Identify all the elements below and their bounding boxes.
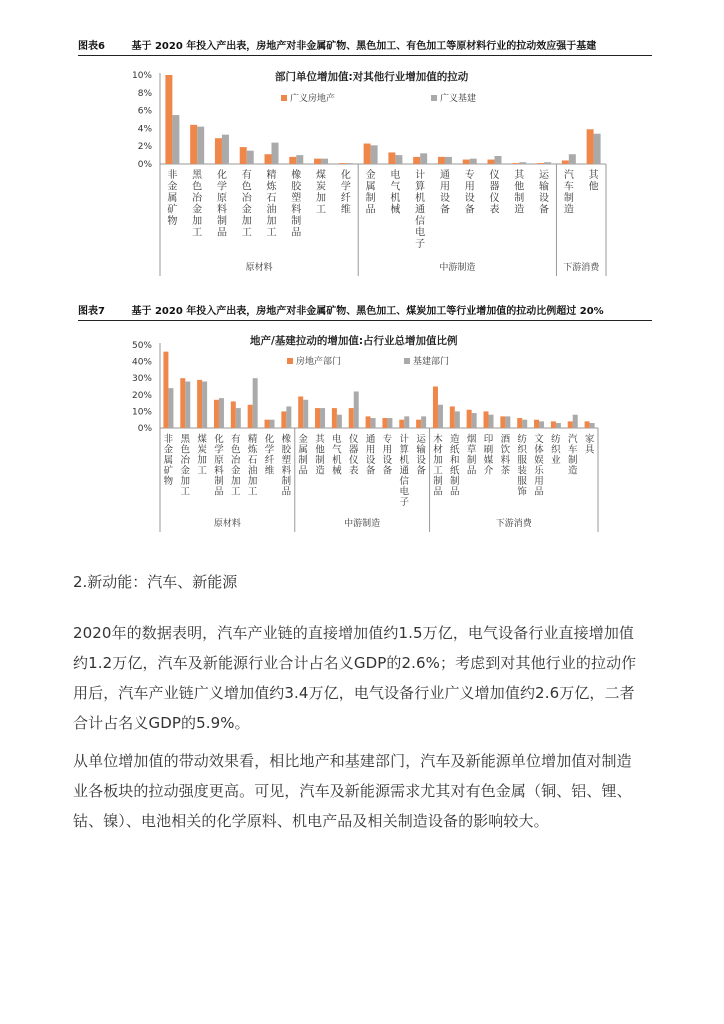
bar: [190, 125, 197, 164]
figure7-caption: 基于 2020 年投入产出表，房地产对非金属矿物、黑色加工、煤炭加工等行业增加值的拉动比例超过 20%: [131, 306, 604, 317]
x-tick-label: 仪器仪表: [489, 170, 500, 216]
paragraph-1-line: 约1.2万亿，汽车及新能源行业合计占名义GDP的2.6%；考虑到对其他行业的拉动作: [73, 654, 637, 672]
x-tick-label: 通用设备: [439, 170, 450, 216]
paragraph-2-line: 钴、镍）、电池相关的化学原料、机电产品及相关制造设备的影响较大。: [73, 812, 549, 830]
chart-title: 部门单位增加值:对其他行业增加值的拉动: [275, 71, 469, 83]
x-tick-label: 汽车制造: [563, 170, 574, 216]
group-label: 中游制造: [344, 519, 381, 529]
y-tick-label: 0%: [137, 160, 152, 170]
bar: [214, 400, 219, 428]
bar: [366, 416, 371, 428]
bar: [248, 405, 253, 428]
legend-swatch: [281, 95, 287, 101]
paragraph-1-line: 2020年的数据表明，汽车产业链的直接增加值约1.5万亿，电气设备行业直接增加值: [73, 624, 635, 642]
x-tick-label: 化学原料制品: [216, 170, 227, 239]
y-tick-label: 2%: [137, 142, 152, 153]
x-tick-label: 酒饮料茶: [500, 434, 511, 477]
x-tick-label: 运输设备: [539, 170, 550, 216]
bar: [484, 411, 489, 428]
x-tick-label: 其他: [588, 170, 599, 193]
bar: [562, 160, 569, 164]
bar: [404, 416, 409, 428]
bar: [539, 421, 544, 428]
figure6-header: [78, 37, 652, 56]
x-tick-label: 其他制造: [514, 170, 525, 216]
figure6-chart-svg: [0, 62, 724, 282]
bar: [488, 160, 495, 164]
bar: [387, 418, 392, 428]
bar: [463, 160, 470, 164]
group-label: 原材料: [245, 263, 273, 273]
bar: [420, 153, 427, 164]
bar: [339, 163, 346, 164]
bar: [289, 157, 296, 164]
bar: [197, 127, 204, 164]
legend-label: 房地产部门: [296, 357, 342, 367]
bar: [551, 421, 556, 428]
bar: [349, 408, 354, 428]
x-tick-label: 木材加工制品: [433, 434, 443, 498]
bar: [236, 408, 241, 428]
bar: [495, 156, 502, 164]
y-tick-label: 4%: [137, 124, 152, 135]
bar: [445, 157, 452, 164]
x-tick-label: 金属制品: [298, 434, 308, 477]
bar: [388, 152, 395, 164]
y-tick-label: 50%: [131, 341, 152, 351]
group-label: 下游消费: [563, 263, 600, 273]
bar: [272, 143, 279, 164]
figure6-chart: [0, 62, 724, 286]
x-tick-label: 电气机械: [332, 434, 342, 477]
paragraph-1-line: 用后，汽车产业链广义增加值约3.4万亿，电气设备行业广义增加值约2.6万亿，二者: [73, 684, 635, 702]
bar: [371, 145, 378, 164]
bar: [382, 418, 387, 428]
y-tick-label: 40%: [131, 357, 152, 368]
x-tick-label: 橡胶塑料制品: [281, 434, 292, 498]
bar: [450, 406, 455, 428]
bar: [321, 159, 328, 164]
figure6-label: 图表6: [78, 41, 105, 52]
legend-swatch: [287, 358, 293, 364]
bar: [364, 144, 371, 164]
bar: [587, 129, 594, 164]
bar: [395, 155, 402, 164]
bar: [354, 391, 359, 428]
y-tick-label: 8%: [137, 88, 152, 99]
bar: [522, 420, 527, 428]
bar: [215, 138, 222, 164]
x-tick-label: 橡胶塑料制品: [291, 170, 302, 239]
x-tick-label: 烟草制品: [466, 434, 477, 477]
bar: [315, 408, 320, 428]
bar: [219, 398, 224, 428]
bar: [197, 380, 202, 428]
figure7-label: 图表7: [78, 306, 105, 317]
x-tick-label: 非金属矿物: [163, 434, 174, 487]
bar: [537, 163, 544, 164]
bar: [472, 413, 477, 428]
bar: [240, 147, 247, 164]
bar: [202, 382, 207, 428]
bar: [512, 163, 519, 164]
bar: [371, 418, 376, 428]
bar: [281, 411, 286, 428]
figure7-chart: [0, 328, 724, 542]
y-tick-label: 10%: [131, 71, 152, 81]
bar: [332, 408, 337, 428]
legend-label: 广义基建: [440, 94, 477, 104]
bar: [346, 163, 353, 164]
figure6-caption: 基于 2020 年投入产出表，房地产对非金属矿物、黑色加工、有色加工等原材料行业的拉动效应强于基建: [131, 41, 597, 52]
bar: [421, 416, 426, 428]
bar: [534, 420, 539, 428]
bar: [438, 157, 445, 164]
x-tick-label: 计算机通信电子: [415, 170, 426, 250]
bar: [470, 159, 477, 164]
bar: [163, 352, 168, 428]
bar: [500, 416, 505, 428]
y-tick-label: 10%: [131, 407, 152, 418]
x-tick-label: 化学原料制品: [214, 434, 224, 498]
bar: [265, 420, 270, 428]
bar: [544, 162, 551, 164]
bar: [247, 151, 254, 164]
paragraph-1: [73, 618, 663, 738]
legend-label: 基建部门: [413, 357, 450, 367]
paragraph-2-line: 从单位增加值的带动效果看，相比地产和基建部门，汽车及新能源单位增加值对制造: [73, 752, 632, 770]
bar: [296, 155, 303, 164]
bar: [337, 415, 342, 428]
bar: [569, 154, 576, 164]
bar: [455, 411, 460, 428]
x-tick-label: 计算机通信电子: [399, 434, 410, 508]
y-tick-label: 30%: [131, 374, 152, 385]
bar: [590, 423, 595, 428]
group-label: 中游制造: [439, 263, 476, 273]
y-tick-label: 20%: [131, 390, 152, 401]
x-tick-label: 专用设备: [464, 170, 475, 216]
x-tick-label: 通用设备: [365, 434, 376, 477]
x-tick-label: 造纸和纸制品: [450, 434, 460, 498]
x-tick-label: 专用设备: [382, 434, 393, 477]
bar: [399, 420, 404, 428]
bar: [253, 378, 258, 428]
bar: [519, 162, 526, 164]
x-tick-label: 其他制造: [315, 434, 325, 477]
paragraph-2-line: 业各板块的拉动强度更高。可见，汽车及新能源需求尤其对有色金属（铜、铝、锂、: [73, 782, 632, 800]
bar: [172, 115, 179, 164]
x-tick-label: 家具: [584, 434, 595, 456]
x-tick-label: 电气机械: [390, 170, 401, 216]
x-tick-label: 煤炭加工: [316, 170, 327, 216]
bar: [568, 421, 573, 428]
x-tick-label: 黑色冶金加工: [192, 170, 203, 239]
bar: [185, 382, 190, 428]
y-tick-label: 6%: [137, 106, 152, 117]
x-tick-label: 纺织业: [551, 434, 561, 466]
legend-swatch: [404, 358, 410, 364]
x-tick-label: 运输设备: [416, 434, 426, 477]
x-tick-label: 有色冶金加工: [241, 170, 252, 239]
x-tick-label: 仪器仪表: [348, 434, 359, 477]
x-tick-label: 汽车制造: [567, 434, 578, 477]
chart-title: 地产/基建拉动的增加值:占行业总增加值比例: [250, 335, 458, 347]
y-tick-label: 0%: [137, 424, 152, 434]
x-tick-label: 非金属矿物: [167, 170, 178, 227]
bar: [505, 416, 510, 428]
bar: [168, 388, 173, 428]
bar: [594, 134, 601, 164]
bar: [165, 75, 172, 164]
bar: [517, 418, 522, 428]
figure7-header: [78, 302, 652, 321]
x-tick-label: 纺织服装服饰: [517, 434, 527, 498]
bar: [286, 406, 291, 428]
bar: [556, 423, 561, 428]
bar: [320, 408, 325, 428]
legend-label: 广义房地产: [290, 94, 336, 104]
group-label: 下游消费: [495, 519, 532, 529]
x-tick-label: 有色冶金加工: [231, 434, 241, 498]
x-tick-label: 化学纤维: [340, 170, 351, 216]
paragraph-1-line: 合计占名义GDP的5.9%。: [73, 714, 250, 732]
bar: [573, 415, 578, 428]
bar: [180, 378, 185, 428]
bar: [231, 401, 236, 428]
x-tick-label: 印刷媒介: [483, 434, 494, 477]
bar: [416, 420, 421, 428]
x-tick-label: 精炼石油加工: [266, 170, 277, 239]
x-tick-label: 精炼石油加工: [247, 434, 258, 498]
bar: [265, 154, 272, 164]
x-tick-label: 黑色冶金加工: [180, 434, 191, 498]
bar: [298, 396, 303, 428]
bar: [314, 159, 321, 164]
bar: [433, 387, 438, 429]
figure7-chart-svg: [0, 328, 724, 538]
x-tick-label: 化学纤维: [264, 434, 275, 477]
bar: [467, 410, 472, 428]
bar: [489, 415, 494, 428]
paragraph-2: [73, 746, 663, 836]
bar: [585, 421, 590, 428]
bar: [270, 420, 275, 428]
bar: [438, 405, 443, 428]
bar: [303, 400, 308, 428]
group-label: 原材料: [213, 519, 241, 529]
x-tick-label: 金属制品: [365, 170, 376, 216]
bar: [413, 157, 420, 164]
x-tick-label: 煤炭加工: [197, 434, 207, 477]
section-title: 2.新动能：汽车、新能源: [73, 573, 238, 591]
legend-swatch: [431, 95, 437, 101]
x-tick-label: 文体娱乐用品: [534, 434, 544, 498]
bar: [222, 135, 229, 164]
